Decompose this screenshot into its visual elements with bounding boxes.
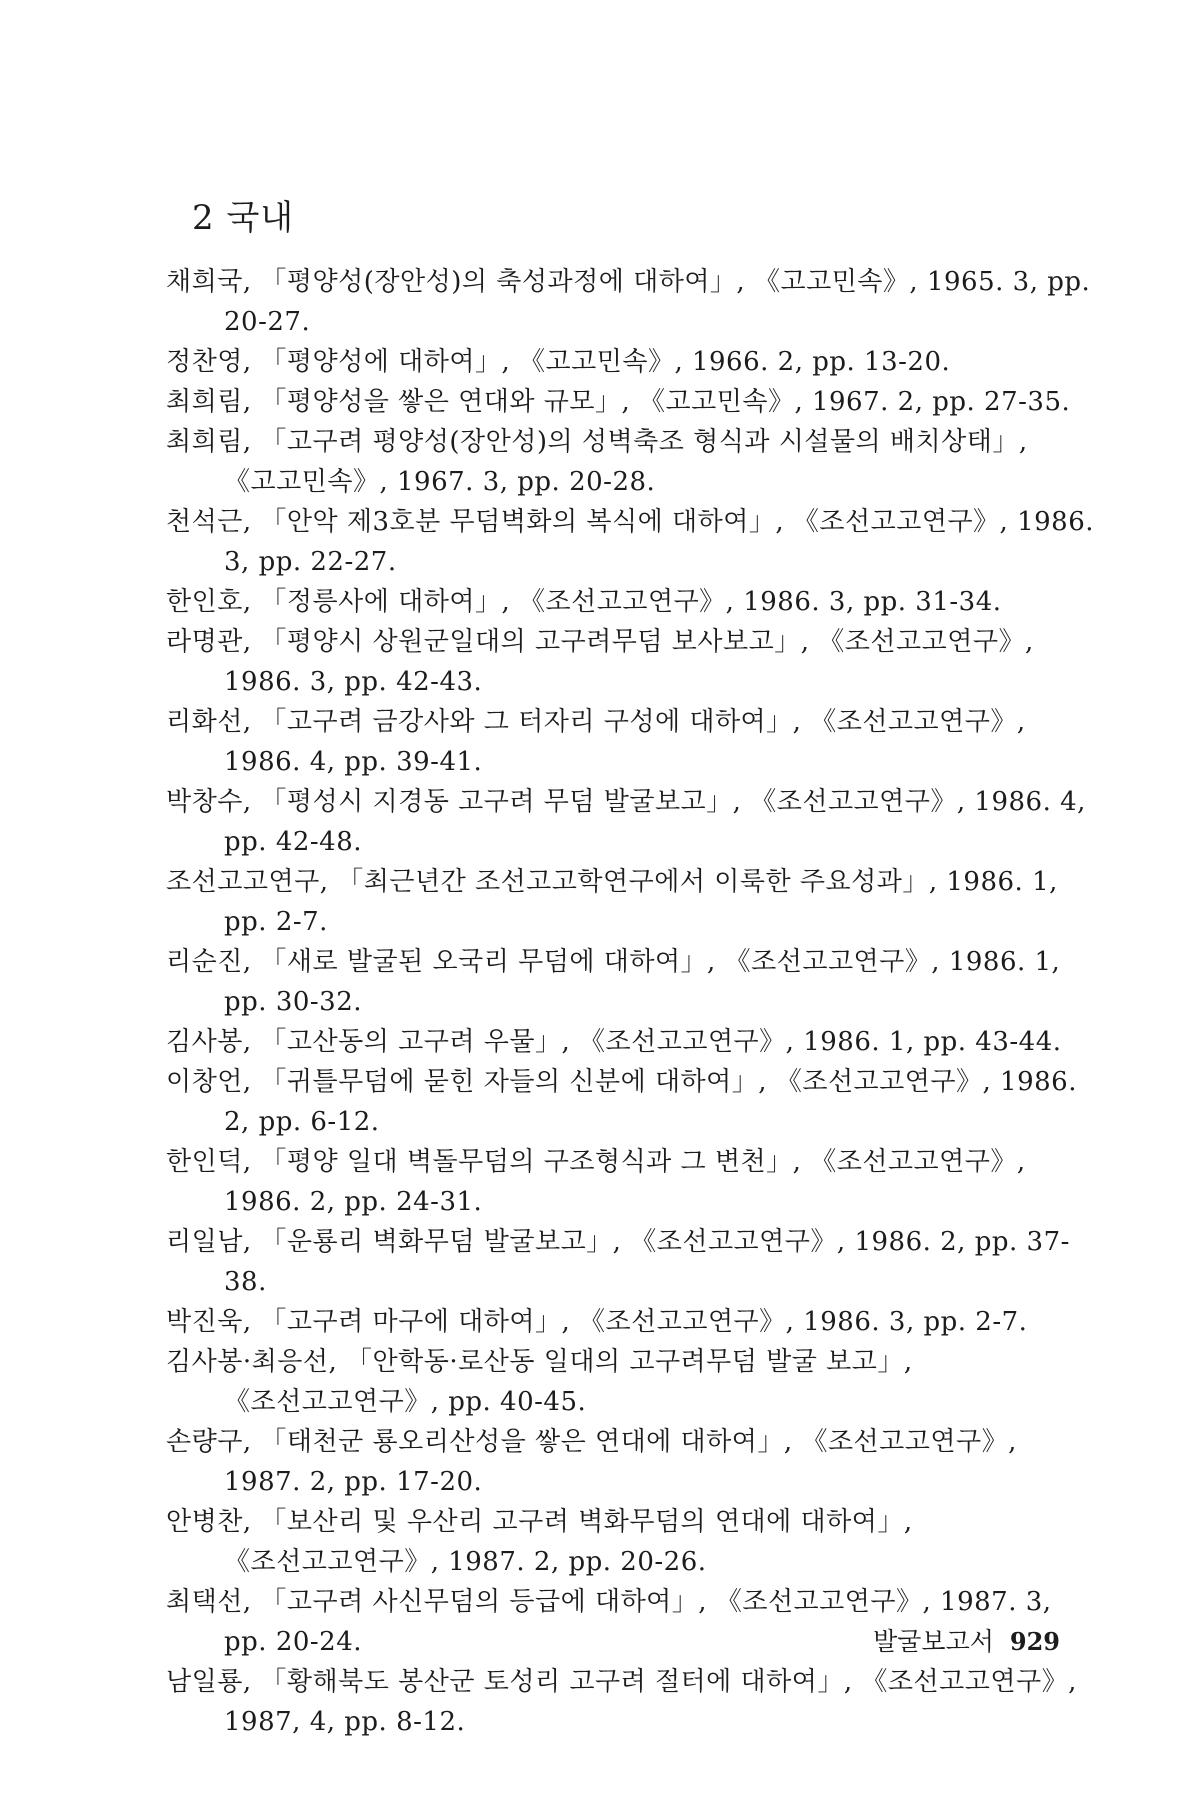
bibliography-entry: 한인호, 「정릉사에 대하여」, 《조선고고연구》, 1986. 3, pp. 31-34. xyxy=(166,587,1002,617)
bibliography-entry: 최희림, 「평양성을 쌓은 연대와 규모」, 《고고민속》, 1967. 2, pp. 27-35. xyxy=(166,387,1071,417)
bibliography-entry: 안병찬, 「보산리 및 우산리 고구려 벽화무덤의 연대에 대하여」, 《조선고고연구》, 1987. 2, pp. 20-26. xyxy=(166,1507,913,1577)
bibliography-entry: 정찬영, 「평양성에 대하여」, 《고고민속》, 1966. 2, pp. 13-20. xyxy=(166,347,951,377)
bibliography-entry: 남일룡, 「황해북도 봉산군 토성리 고구려 절터에 대하여」, 《조선고고연구》, 1987, 4, pp. 8-12. xyxy=(166,1667,1077,1737)
bibliography-entry: 채희국, 「평양성(장안성)의 축성과정에 대하여」, 《고고민속》, 1965. 3, pp. 20-27. xyxy=(166,267,1091,337)
bibliography-entry: 김사봉·최응선, 「안학동·로산동 일대의 고구려무덤 발굴 보고」, 《조선고고연구》, pp. 40-45. xyxy=(166,1347,913,1417)
bibliography-entry: 이창언, 「귀틀무덤에 묻힌 자들의 신분에 대하여」, 《조선고고연구》, 1986. 2, pp. 6-12. xyxy=(166,1067,1077,1137)
page-number: 929 xyxy=(1009,1627,1060,1656)
bibliography-entry: 라명관, 「평양시 상원군일대의 고구려무덤 보사보고」, 《조선고고연구》, 1986. 3, pp. 42-43. xyxy=(166,627,1034,697)
bibliography-list xyxy=(166,262,1096,1742)
bibliography-entry: 리일남, 「운룡리 벽화무덤 발굴보고」, 《조선고고연구》, 1986. 2, pp. 37-38. xyxy=(166,1227,1070,1297)
bibliography-entry: 리화선, 「고구려 금강사와 그 터자리 구성에 대하여」, 《조선고고연구》, 1986. 4, pp. 39-41. xyxy=(166,707,1026,777)
bibliography-entry: 최희림, 「고구려 평양성(장안성)의 성벽축조 형식과 시설물의 배치상태」, 《고고민속》, 1967. 3, pp. 20-28. xyxy=(166,427,1028,497)
bibliography-entry: 박창수, 「평성시 지경동 고구려 무덤 발굴보고」, 《조선고고연구》, 1986. 4, pp. 42-48. xyxy=(166,787,1086,857)
bibliography-entry: 조선고고연구, 「최근년간 조선고고학연구에서 이룩한 주요성과」, 1986. 1, pp. 2-7. xyxy=(166,867,1058,937)
bibliography-entry: 리순진, 「새로 발굴된 오국리 무덤에 대하여」, 《조선고고연구》, 1986. 1, pp. 30-32. xyxy=(166,947,1061,1017)
bibliography-entry: 김사봉, 「고산동의 고구려 우물」, 《조선고고연구》, 1986. 1, pp. 43-44. xyxy=(166,1027,1062,1057)
bibliography-entry: 천석근, 「안악 제3호분 무덤벽화의 복식에 대하여」, 《조선고고연구》, 1986. 3, pp. 22-27. xyxy=(166,507,1095,577)
bibliography-entry: 한인덕, 「평양 일대 벽돌무덤의 구조형식과 그 변천」, 《조선고고연구》, 1986. 2, pp. 24-31. xyxy=(166,1147,1026,1217)
bibliography-entry: 최택선, 「고구려 사신무덤의 등급에 대하여」, 《조선고고연구》, 1987. 3, pp. 20-24. xyxy=(166,1587,1052,1657)
bibliography-entry: 손량구, 「태천군 룡오리산성을 쌓은 연대에 대하여」, 《조선고고연구》, 1987. 2, pp. 17-20. xyxy=(166,1427,1017,1497)
section-title: 2 국내 xyxy=(192,198,295,238)
page-footer xyxy=(873,1622,1060,1658)
bibliography-entry: 박진욱, 「고구려 마구에 대하여」, 《조선고고연구》, 1986. 3, pp. 2-7. xyxy=(166,1307,1028,1337)
running-title: 발굴보고서 xyxy=(873,1627,994,1656)
